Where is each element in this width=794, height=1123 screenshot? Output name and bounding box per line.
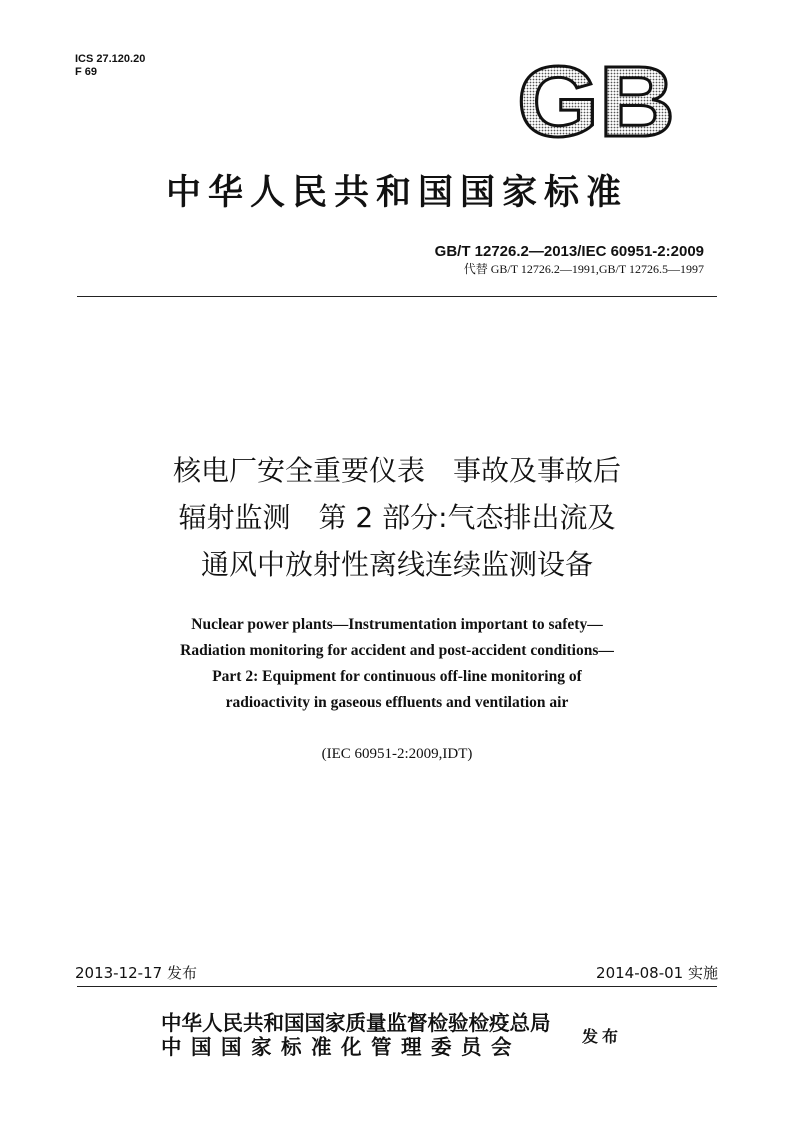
title-cn-line: 通风中放射性离线连续监测设备 <box>200 548 593 581</box>
ics-code: ICS 27.120.20 <box>75 53 146 65</box>
ccs-code: F 69 <box>75 66 98 78</box>
iec-equivalence: (IEC 60951-2:2009,IDT) <box>321 746 473 762</box>
title-cn-line: 辐射监测 第 2 部分:气态排出流及 <box>178 501 616 534</box>
title-english <box>0 612 794 716</box>
gb-logo-icon <box>517 60 677 142</box>
issue-date: 2013-12-17 发布 <box>75 964 197 982</box>
gb-logo-letters: GB <box>517 60 675 142</box>
standard-number: GB/T 12726.2—2013/IEC 60951-2:2009 <box>434 243 704 260</box>
publish-label: 发布 <box>582 1027 623 1046</box>
issuer-sac: 中国国家标准化管理委员会 <box>161 1035 521 1059</box>
title-en-line: Part 2: Equipment for continuous off-line monitoring of <box>212 668 582 685</box>
title-cn-line: 核电厂安全重要仪表 事故及事故后 <box>172 454 621 487</box>
title-en-line: radioactivity in gaseous effluents and ventilation air <box>225 694 569 711</box>
replaces-standards: 代替 GB/T 12726.2—1991,GB/T 12726.5—1997 <box>463 262 704 276</box>
issuing-authorities <box>161 1011 551 1059</box>
national-standard-title: 中华人民共和国国家标准 <box>165 172 628 213</box>
issuer-aqsiq: 中华人民共和国国家质量监督检验检疫总局 <box>161 1011 551 1035</box>
title-en-line: Radiation monitoring for accident and post-accident conditions— <box>180 642 614 659</box>
footer-divider <box>77 986 717 987</box>
implement-date: 2014-08-01 实施 <box>596 964 718 982</box>
title-chinese <box>0 447 794 588</box>
header-divider <box>77 296 717 297</box>
classification-codes <box>75 53 145 79</box>
title-en-line: Nuclear power plants—Instrumentation important to safety— <box>191 616 603 633</box>
